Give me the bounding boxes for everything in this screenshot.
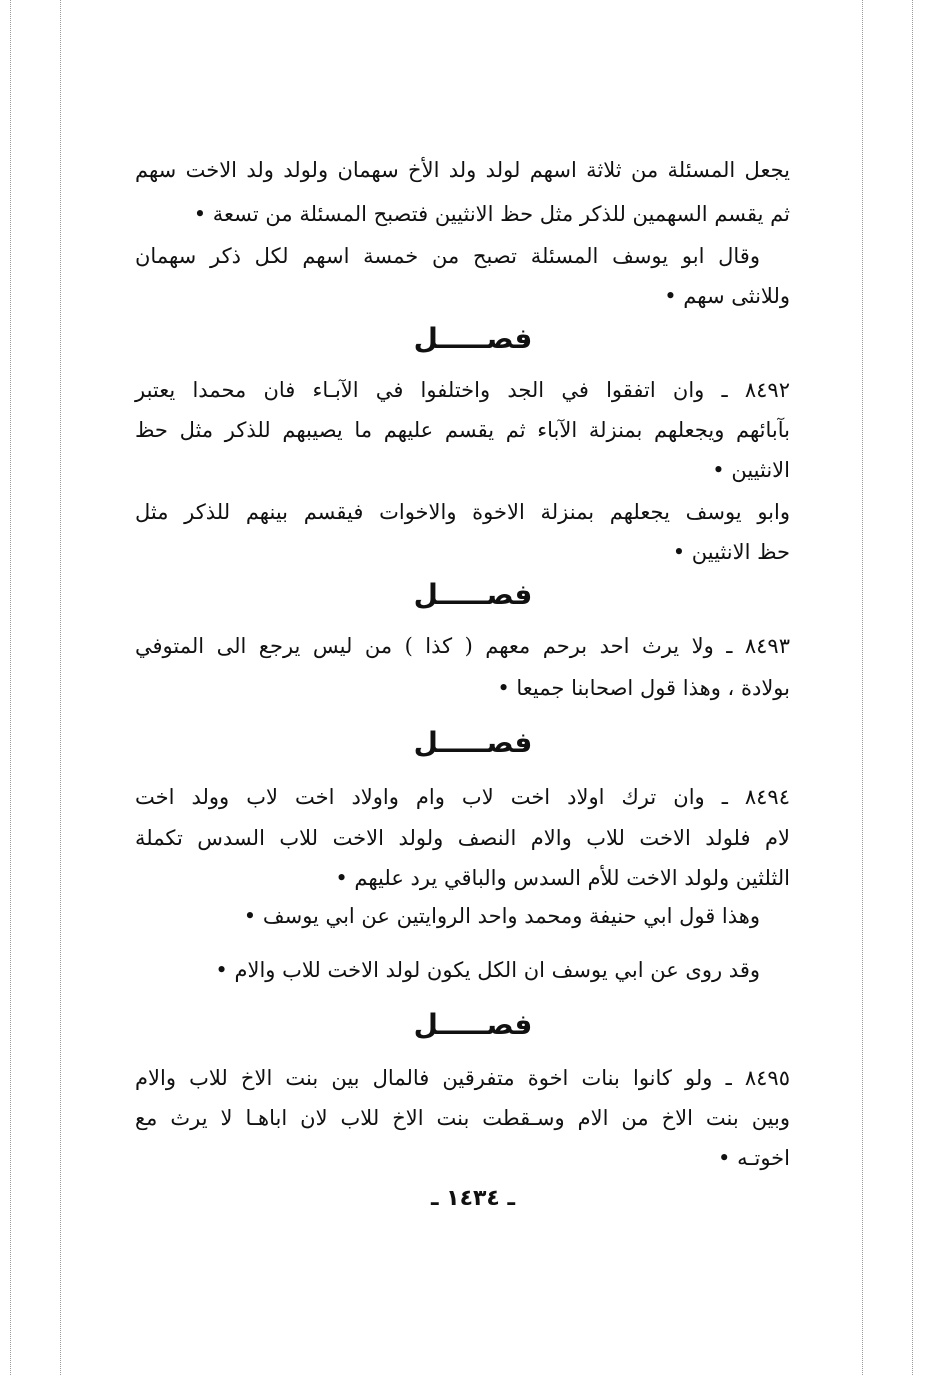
para1-line2: ثم يقسم السهمين للذكر مثل حظ الانثيين فتصبح المسئلة من تسعة • xyxy=(193,202,790,226)
para7-line1: وهذا قول ابي حنيفة ومحمد واحد الروايتين عن ابي يوسف • xyxy=(243,904,760,928)
section-heading-1: فصـــــل xyxy=(413,322,533,355)
para9-line2: وبين بنت الاخ من الام وسـقطت بنت الاخ للاب لان اباهـا لا يرث مع xyxy=(135,1106,791,1130)
para1-line1: يجعل المسئلة من ثلاثة اسهم لولد ولد الأخ سهمان ولولد ولد الاخت سهم xyxy=(135,158,790,182)
section-heading-4: فصـــــل xyxy=(413,1008,533,1041)
margin-dots-right-2 xyxy=(912,0,913,1375)
section-heading-3: فصـــــل xyxy=(413,726,533,759)
margin-dots-left xyxy=(10,0,11,1375)
para9-line3: اخوتـه • xyxy=(718,1146,790,1170)
para8-line1: وقد روى عن ابي يوسف ان الكل يكون لولد الاخت للاب والام • xyxy=(215,958,760,982)
para3-line2: بآبائهم ويجعلهم بمنزلة الآباء ثم يقسم عليهم ما يصيبهم للذكر مثل حظ xyxy=(135,418,790,442)
para5-line2: بولادة ، وهذا قول اصحابنا جميعا • xyxy=(497,676,790,700)
margin-dots-right xyxy=(862,0,863,1375)
para6-line2: لام فلولد الاخت للاب والام النصف ولولد الاخت للاب السدس تكملة xyxy=(135,826,790,850)
para2-line1: وقال ابو يوسف المسئلة تصبح من خمسة اسهم لكل ذكر سهمان xyxy=(135,244,760,268)
para3-line3: الانثيين • xyxy=(712,458,790,482)
para4-line2: حظ الانثيين • xyxy=(672,540,790,564)
para6-line1: ٨٤٩٤ ـ وان ترك اولاد اخت لاب وام واولاد اخت لاب وولد اخت xyxy=(135,785,790,809)
para6-line3: الثلثين ولولد الاخت للأم السدس والباقي يرد عليهم • xyxy=(335,866,790,890)
para3-line1: ٨٤٩٢ ـ وان اتفقوا في الجد واختلفوا في الآبـاء فان محمدا يعتبر xyxy=(135,378,790,402)
para2-line2: وللانثى سهم • xyxy=(664,284,790,308)
page-number: ـ ١٤٣٤ ـ xyxy=(430,1186,516,1211)
margin-dots-left-2 xyxy=(60,0,61,1375)
section-heading-2: فصـــــل xyxy=(413,578,533,611)
para4-line1: وابو يوسف يجعلهم بمنزلة الاخوة والاخوات فيقسم بينهم للذكر مثل xyxy=(135,500,790,524)
para9-line1: ٨٤٩٥ ـ ولو كانوا بنات اخوة متفرقين فالمال بين بنت الاخ للاب والام xyxy=(135,1066,790,1090)
para5-line1: ٨٤٩٣ ـ ولا يرث احد برحم معهم ( كذا ) من ليس يرجع الى المتوفي xyxy=(135,634,790,658)
